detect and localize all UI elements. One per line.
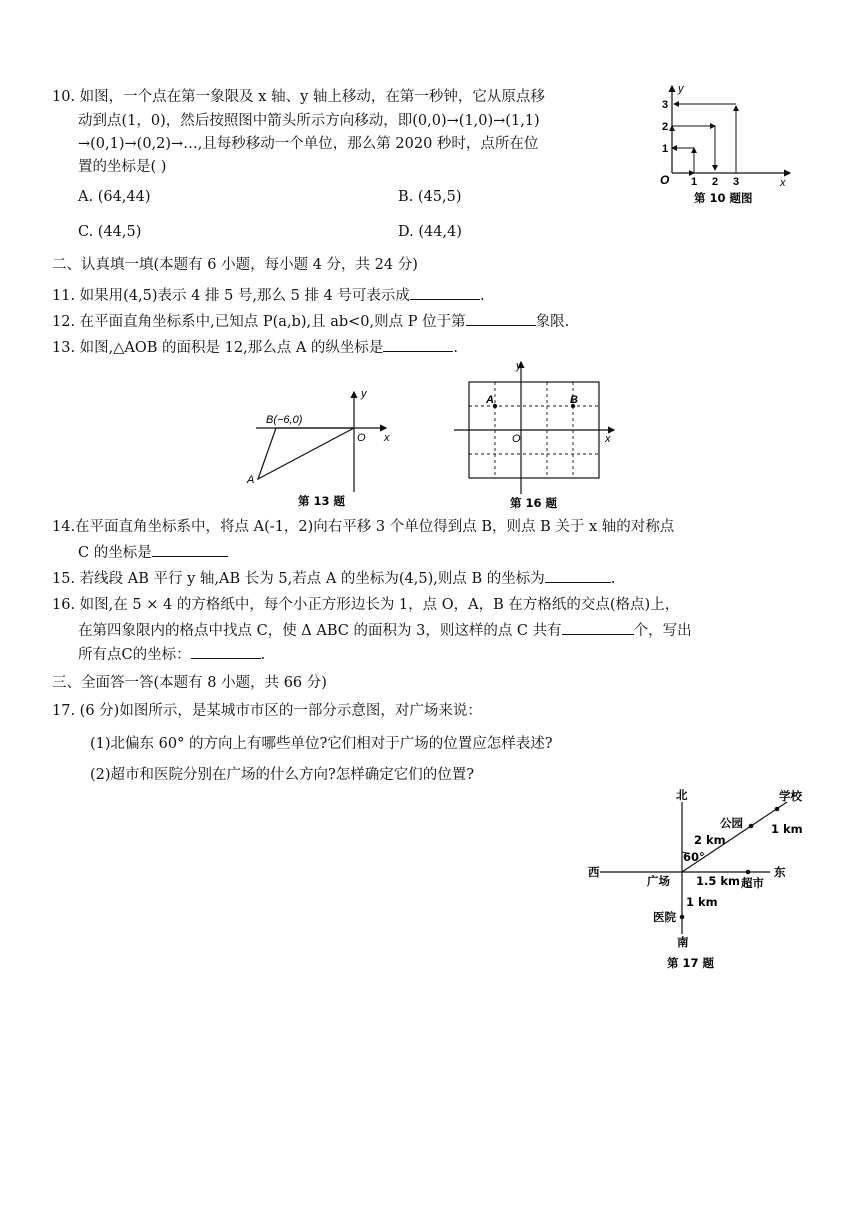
q11	[52, 283, 485, 307]
q12	[52, 309, 569, 333]
q10-y-tick: 1	[662, 143, 669, 155]
q10-origin-label: O	[660, 173, 670, 187]
q17-market-point	[746, 870, 751, 875]
q10-line1: 10. 如图，一个点在第一象限及 x 轴、y 轴上移动，在第一秒钟，它从原点移	[52, 89, 545, 105]
q13-point-a-label: A	[247, 474, 255, 486]
q13-answer-blank[interactable]	[383, 335, 453, 352]
q16-end: .	[260, 647, 266, 663]
q15-end: .	[610, 571, 616, 587]
q16-origin-label: O	[512, 433, 521, 445]
q10-figure	[650, 80, 800, 210]
q16-x-axis-label: x	[605, 433, 611, 445]
q13-figure-caption: 第 13 题	[298, 494, 346, 508]
q10-x-tick: 3	[733, 176, 740, 188]
q12-end: 象限.	[535, 314, 570, 330]
q17-west-label: 西	[588, 865, 600, 879]
q17-hospital-distance: 1 km	[686, 895, 718, 909]
q12-text: 12. 在平面直角坐标系中,已知点 P(a,b),且 ab<0,则点 P 位于第	[52, 314, 466, 330]
q17-school-label: 学校	[779, 789, 802, 803]
q15	[52, 566, 615, 590]
q11-end: .	[479, 288, 485, 304]
q14-line1: 14.在平面直角坐标系中，将点 A(-1，2)向右平移 3 个单位得到点 B，则点 B 关于 x 轴的对称点	[52, 519, 675, 535]
q10-y-axis-label: y	[678, 83, 684, 95]
q17-school-distance: 1 km	[771, 822, 803, 836]
q10-x-tick: 1	[691, 176, 698, 188]
q17-figure-caption: 第 17 题	[667, 956, 715, 970]
q16-y-axis-label: y	[516, 360, 522, 372]
q17-center-label: 广场	[647, 874, 670, 888]
q16-figure	[450, 358, 620, 514]
q17-line1: 17. (6 分)如图所示，是某城市市区的一部分示意图，对广场来说：	[52, 703, 482, 719]
q10-option-a: A. (64,44)	[78, 189, 151, 205]
q10-x-tick: 2	[712, 176, 719, 188]
q17-market-label: 超市	[741, 876, 764, 890]
q11-answer-blank[interactable]	[410, 283, 480, 300]
q16-coords-blank[interactable]	[191, 642, 261, 659]
q17-park-point	[749, 824, 754, 829]
q10-line3: →(0,1)→(0,2)→…,且每秒移动一个单位，那么第 2020 秒时，点所在位	[78, 136, 539, 152]
q16-figure-caption: 第 16 题	[510, 496, 558, 510]
q17-school-point	[775, 807, 780, 812]
q14-line2	[78, 540, 228, 564]
q17-market-distance: 1.5 km	[696, 874, 741, 888]
q12-answer-blank[interactable]	[466, 309, 536, 326]
q17-sub2: (2)超市和医院分别在广场的什么方向?怎样确定它们的位置?	[90, 767, 475, 783]
q14-text: C 的坐标是	[78, 545, 152, 561]
q17-south-label: 南	[677, 935, 689, 949]
q17-park-distance: 2 km	[694, 833, 726, 847]
q15-answer-blank[interactable]	[545, 566, 611, 583]
q17-east-label: 东	[774, 865, 786, 879]
q16-line3	[78, 642, 265, 666]
q17-hospital-point	[680, 915, 685, 920]
section-2-heading: 二、认真填一填(本题有 6 小题，每小题 4 分，共 24 分)	[52, 257, 418, 273]
q13	[52, 335, 458, 359]
q11-text: 11. 如果用(4,5)表示 4 排 5 号,那么 5 排 4 号可表示成	[52, 288, 410, 304]
q13-x-axis-label: x	[384, 432, 390, 444]
q13-origin-label: O	[357, 432, 366, 444]
q16-line1: 16. 如图,在 5 × 4 的方格纸中，每个小正方形边长为 1，点 O，A，B 在方格纸的交点(格点)上，	[52, 597, 680, 613]
q16-point-b-label: B	[570, 394, 578, 406]
q16-count-blank[interactable]	[562, 618, 634, 635]
q17-park-label: 公园	[720, 816, 743, 830]
section-3-heading: 三、全面答一答(本题有 8 小题，共 66 分)	[52, 675, 327, 691]
q10-line2: 动到点(1，0)，然后按照图中箭头所示方向移动，即(0,0)→(1,0)→(1,1)	[78, 113, 540, 129]
q10-x-axis-label: x	[780, 177, 786, 189]
q17-angle-label: 60°	[683, 850, 705, 864]
q14-answer-blank[interactable]	[152, 540, 228, 557]
q15-text: 15. 若线段 AB 平行 y 轴,AB 长为 5,若点 A 的坐标为(4,5),则点 B 的坐标为	[52, 571, 545, 587]
q16-point-a-label: A	[486, 394, 494, 406]
q10-y-tick: 3	[662, 99, 669, 111]
q10-y-tick: 2	[662, 121, 669, 133]
q13-figure	[240, 362, 410, 512]
q16-text-a: 在第四象限内的格点中找点 C，使 Δ ABC 的面积为 3，则这样的点 C 共有	[78, 623, 562, 639]
q13-text: 13. 如图,△AOB 的面积是 12,那么点 A 的纵坐标是	[52, 340, 384, 356]
q10-option-d: D. (44,4)	[398, 224, 462, 240]
q10-option-c: C. (44,5)	[78, 224, 142, 240]
q13-end: .	[453, 340, 459, 356]
q10-line4: 置的坐标是( )	[78, 159, 167, 175]
q17-north-label: 北	[676, 788, 688, 802]
q17-map-figure	[585, 784, 815, 974]
q10-figure-caption: 第 10 题图	[694, 191, 753, 205]
q13-y-axis-label: y	[361, 388, 367, 400]
q17-sub1: (1)北偏东 60° 的方向上有哪些单位?它们相对于广场的位置应怎样表述?	[90, 736, 553, 752]
q13-point-b-label: B(−6,0)	[266, 414, 303, 426]
q16-text-b: 个，写出	[633, 623, 692, 639]
q17-hospital-label: 医院	[653, 910, 676, 924]
q16-text-c: 所有点C的坐标：	[78, 647, 191, 663]
q16-line2	[78, 618, 692, 642]
q10-option-b: B. (45,5)	[398, 189, 462, 205]
